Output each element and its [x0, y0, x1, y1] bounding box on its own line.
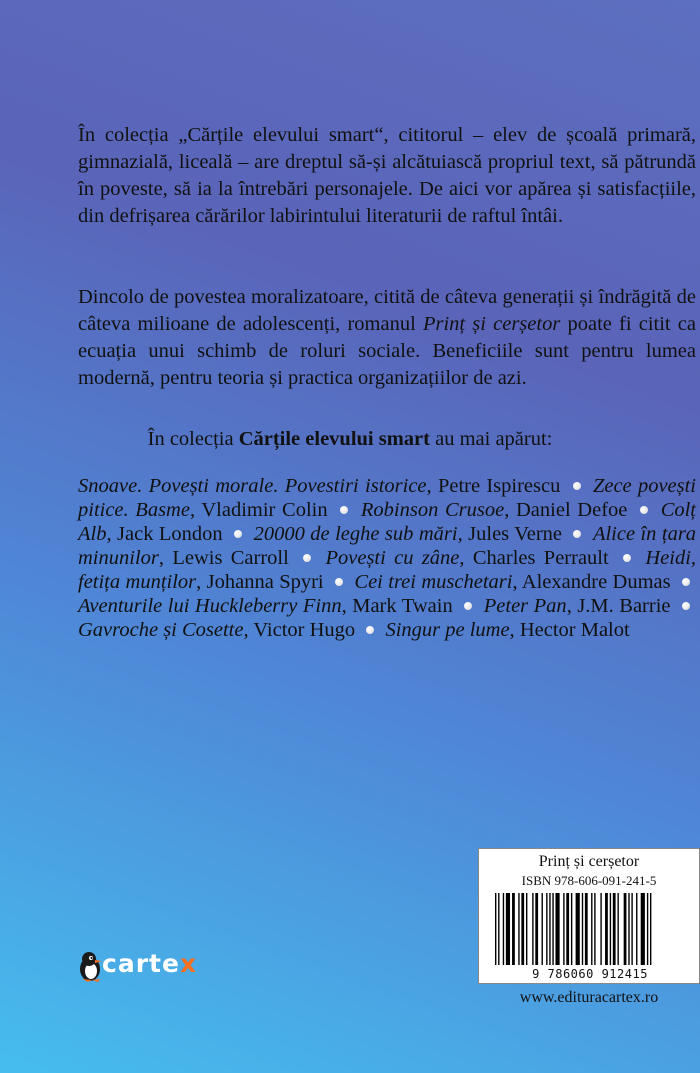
logo-text-x: x [179, 949, 198, 978]
barcode-bar [628, 893, 629, 965]
book-title-inline: Prinț și cerșetor [422, 313, 561, 335]
bullet-dot-icon [335, 578, 343, 586]
barcode-bar [585, 893, 588, 965]
barcode-bar [613, 893, 616, 965]
description-text-before: Dincolo de povestea moralizatoare, citită de câteva generații și îndrăgită de câteva milioane de adolescenți, romanul [78, 286, 696, 335]
bullet-dot-icon [366, 626, 374, 634]
collection-name: Cărțile elevului smart [238, 428, 430, 450]
barcode-bar [594, 893, 595, 965]
book-item [484, 595, 671, 617]
barcode-bar [549, 893, 550, 965]
logo-text-main: carte [102, 949, 180, 978]
barcode-bar [647, 893, 648, 965]
barcode-bar [498, 893, 499, 965]
book-title: Zece povești pitice. Basme [78, 475, 697, 521]
book-author: , Alexandre Dumas [512, 571, 671, 593]
barcode-bar [610, 893, 611, 965]
collection-heading [0, 428, 700, 451]
barcode-bar [552, 893, 553, 965]
book-author: , Jack London [106, 523, 223, 545]
barcode-bar [605, 893, 608, 965]
barcode-bar [641, 893, 645, 965]
cartex-logo [78, 947, 218, 987]
book-item [354, 571, 670, 593]
book-title: Robinson Crusoe, [360, 499, 510, 521]
bullet-dot-icon [464, 602, 472, 610]
book-list [78, 474, 696, 642]
intro-paragraph: În colecția „Cărțile elevului smart“, cititorul – elev de școală primară, gimnazială, liceală – are dreptul să-și alcătuiască propriul text, să pătrundă în poveste, să ia la întrebări personajele. De aici vor apărea și satisfacțiile, din defrișarea cărărilor labirintului literaturii de raftul întâi. [78, 124, 696, 227]
barcode-bar [631, 893, 632, 965]
barcode-digits: 9 786060 912415 [532, 967, 648, 981]
book-author: , Vladimir Colin [189, 499, 328, 521]
book-item [78, 595, 453, 617]
barcode-bar [518, 893, 519, 965]
collection-heading-prefix: În colecția [147, 428, 239, 450]
bullet-dot-icon [303, 554, 311, 562]
bullet-dot-icon [573, 482, 581, 490]
book-title: 20000 de leghe sub mări, [253, 523, 463, 545]
barcode-bar [526, 893, 527, 965]
book-author: Jules Verne [462, 523, 563, 545]
book-author: Petre Ispirescu [431, 475, 561, 497]
book-title: Gavroche și Cosette, [78, 619, 249, 641]
barcode-bar [650, 893, 651, 965]
barcode-bar [535, 893, 538, 965]
isbn-book-title: Prinț și cerșetor [538, 853, 640, 870]
barcode [491, 893, 691, 969]
book-title: Colț Alb [78, 499, 697, 545]
description-text-after: poate fi citit ca ecuația unui schimb de roluri sociale. Beneficiile sunt pentru lumea modernă, pentru teoria și practica organizațiilor de azi. [78, 313, 696, 389]
book-item [78, 619, 355, 641]
barcode-bar [503, 893, 504, 965]
barcode-bar [576, 893, 580, 965]
bullet-dot-icon [573, 530, 581, 538]
bullet-dot-icon [682, 578, 690, 586]
bullet-dot-icon [640, 506, 648, 514]
book-author: , Charles Perrault [459, 547, 609, 569]
barcode-bar [563, 893, 564, 965]
barcode-bar [506, 893, 510, 965]
isbn-number: ISBN 978-606-091-241-5 [521, 873, 657, 888]
logo-text [102, 949, 197, 978]
barcode-bar [582, 893, 583, 965]
barcode-bar [546, 893, 547, 965]
book-item [325, 547, 608, 569]
barcode-bar [495, 893, 496, 965]
book-author: , Mark Twain [341, 595, 453, 617]
barcode-bar [617, 893, 618, 965]
isbn-box [478, 848, 700, 984]
publisher-website: www.edituracartex.ro [519, 989, 659, 1006]
book-title: Povești cu zâne [325, 547, 460, 569]
description-paragraph [78, 284, 696, 392]
book-item [361, 499, 627, 521]
book-author: Daniel Defoe [509, 499, 628, 521]
barcode-bar [521, 893, 524, 965]
book-title: Aventurile lui Huckleberry Finn [78, 595, 342, 617]
barcode-bar [555, 893, 559, 965]
book-title: Peter Pan [483, 595, 567, 617]
barcode-bar [512, 893, 515, 965]
barcode-bar [532, 893, 533, 965]
collection-heading-suffix: au mai apărut: [429, 428, 553, 450]
barcode-bar [591, 893, 592, 965]
book-author: , J.M. Barrie [566, 595, 671, 617]
book-author: Victor Hugo [248, 619, 356, 641]
barcode-bar [571, 893, 572, 965]
barcode-bar [542, 893, 543, 965]
book-author: Hector Malot [514, 619, 630, 641]
book-title: Singur pe lume, [385, 619, 515, 641]
barcode-bar [624, 893, 627, 965]
bullet-dot-icon [234, 530, 242, 538]
book-item [78, 475, 560, 497]
barcode-bar [600, 893, 601, 965]
book-title: Alice în țara minunilor [78, 523, 697, 569]
book-title: Snoave. Povești morale. Povestiri istorice, [78, 475, 432, 497]
bullet-dot-icon [682, 602, 690, 610]
book-item [254, 523, 562, 545]
book-author: , Lewis Carroll [158, 547, 289, 569]
book-item [385, 619, 629, 641]
book-author: , Johanna Spyri [196, 571, 324, 593]
bullet-dot-icon [623, 554, 631, 562]
barcode-bar [566, 893, 569, 965]
book-title: Heidi, fetița munților [78, 547, 697, 593]
barcode-bar [636, 893, 637, 965]
book-title: Cei trei muschetari [354, 571, 513, 593]
bullet-dot-icon [340, 506, 348, 514]
